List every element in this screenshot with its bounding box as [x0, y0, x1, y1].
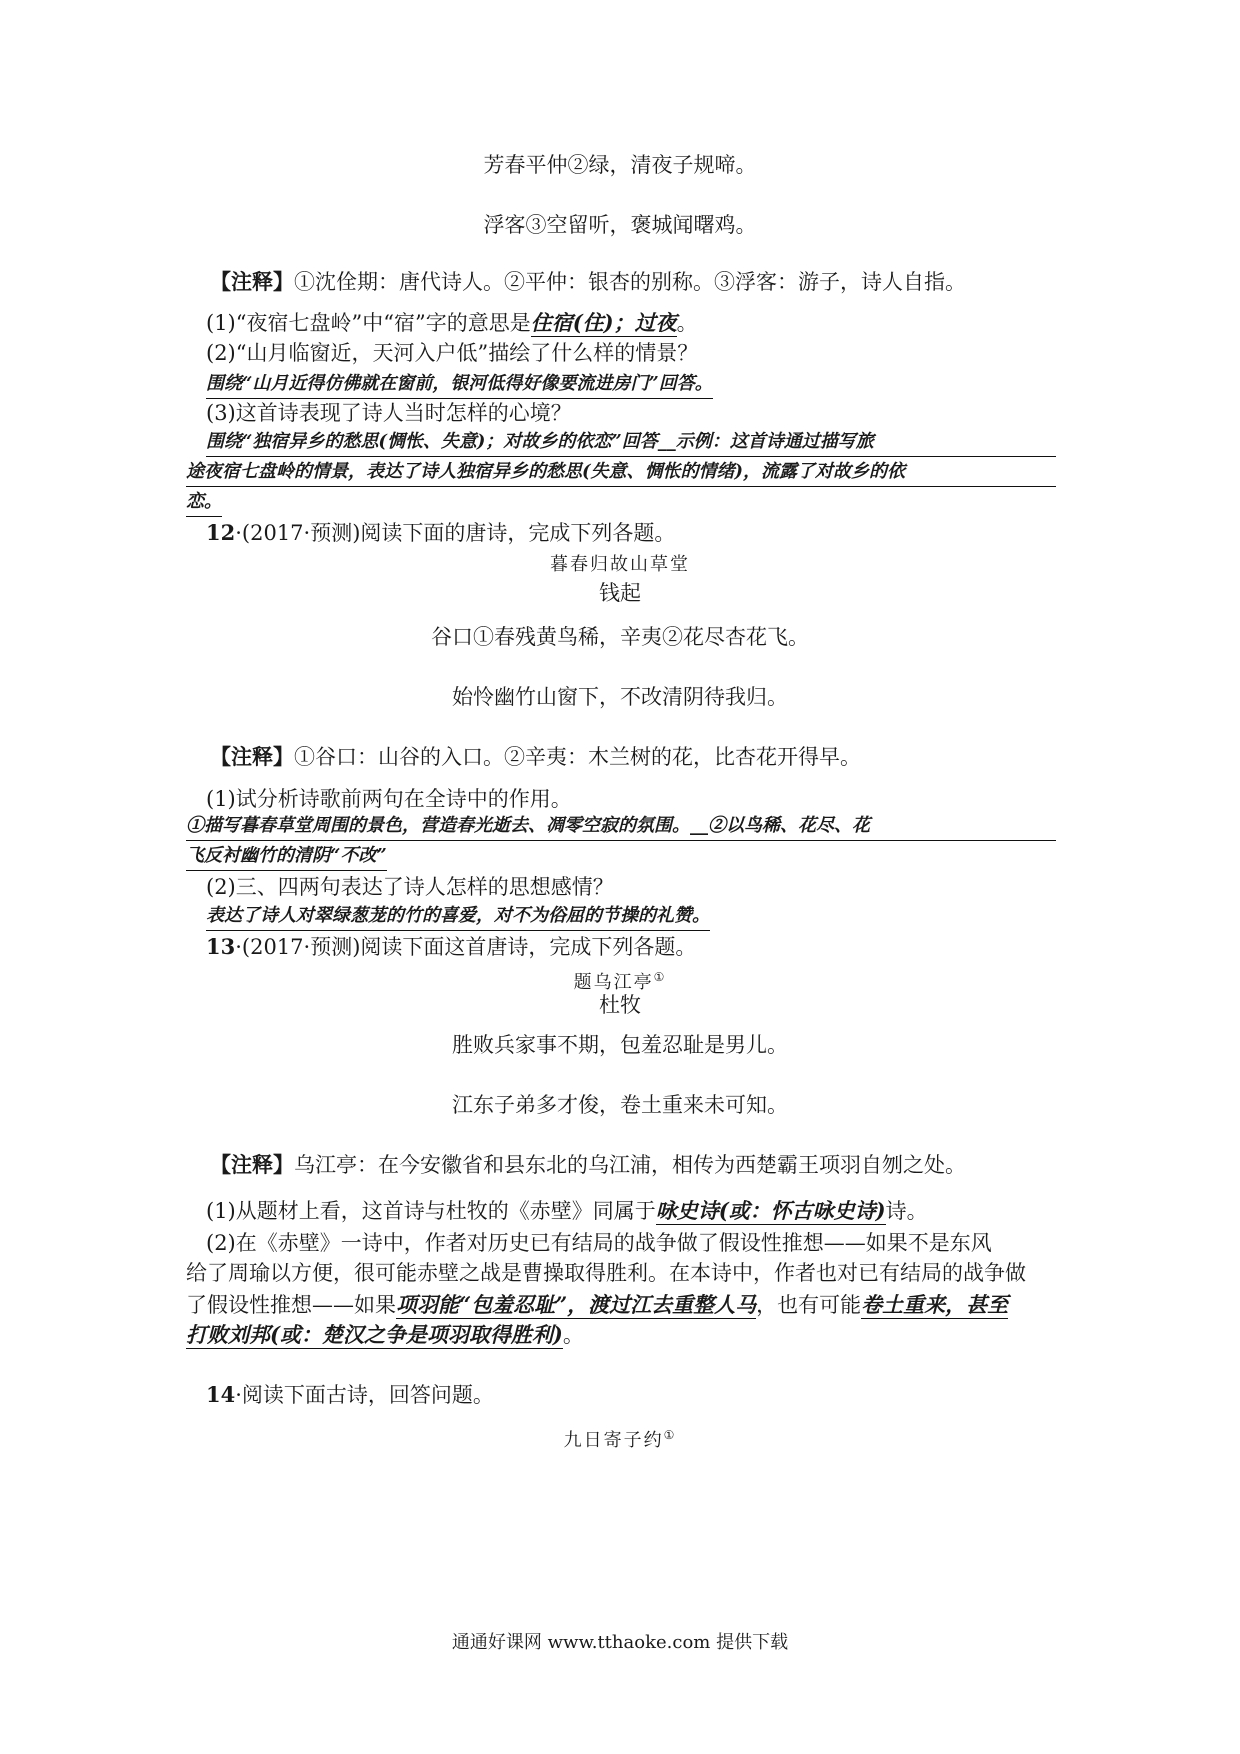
answer-text: 打败刘邦(或：楚汉之争是项羽取得胜利) — [186, 1322, 563, 1347]
question-number: 14 — [206, 1382, 236, 1407]
poem-line: 谷口①春残黄鸟稀，辛夷②花尽杏花飞。 — [431, 625, 809, 649]
paragraph-text: 了假设性推想——如果 — [186, 1293, 396, 1317]
question-number: 12 — [206, 520, 236, 545]
punctuation: 诗。 — [885, 1199, 928, 1223]
answer-text: 住宿(住)；过夜 — [530, 310, 677, 335]
page-footer: 通通好课网 www.tthaoke.com 提供下载 — [451, 1632, 789, 1653]
answer-line: 围绕“独宿异乡的愁思(惆怅、失意)；对故乡的依恋”回答__示例：这首诗通过描写旅 — [206, 428, 1056, 457]
paragraph-line: (2)在《赤壁》一诗中，作者对历史已有结局的战争做了假设性推想——如果不是东风 — [206, 1231, 992, 1255]
poem-line: 始怜幽竹山窗下，不改清阴待我归。 — [452, 685, 788, 709]
note-text: 乌江亭：在今安徽省和县东北的乌江浦，相传为西楚霸王项羽自刎之处。 — [294, 1153, 966, 1177]
poem-author: 杜牧 — [599, 993, 641, 1017]
sub-question — [206, 308, 698, 338]
sub-question: (2)三、四两句表达了诗人怎样的思想感情？ — [206, 875, 614, 899]
footnote-marker: ① — [653, 970, 667, 984]
paragraph-line — [186, 1320, 584, 1350]
note — [210, 1150, 966, 1180]
answer-text: 项羽能“包羞忍耻”，渡过江去重整人马 — [396, 1292, 757, 1317]
punctuation: 。 — [676, 311, 698, 335]
answer-line: 飞反衬幽竹的清阴“不改” — [186, 842, 387, 871]
note-text: ①谷口：山谷的入口。②辛夷：木兰树的花，比杏花开得早。 — [294, 745, 861, 769]
question-text: (1)“夜宿七盘岭”中“宿”字的意思是 — [206, 311, 531, 335]
answer-line: 围绕“山月近得仿佛就在窗前，银河低得好像要流进房门”回答。 — [206, 370, 713, 399]
answer-line: 途夜宿七盘岭的情景，表达了诗人独宿异乡的愁思(失意、惆怅的情绪)，流露了对故乡的依 — [186, 458, 1056, 487]
note-label: 【注释】 — [210, 744, 294, 769]
question-number: 13 — [206, 934, 236, 959]
punctuation: 。 — [562, 1323, 584, 1347]
answer-text: 咏史诗(或：怀古咏史诗) — [655, 1198, 886, 1223]
paragraph-line: 给了周瑜以方便，很可能赤壁之战是曹操取得胜利。在本诗中，作者也对已有结局的战争做 — [186, 1261, 1026, 1285]
question-prompt: ·(2017·预测)阅读下面这首唐诗，完成下列各题。 — [235, 935, 697, 959]
question-header — [206, 1380, 494, 1410]
note-label: 【注释】 — [210, 269, 294, 294]
poem-author: 钱起 — [599, 581, 641, 605]
answer-line: ①描写暮春草堂周围的景色，营造春光逝去、凋零空寂的氛围。__②以鸟稀、花尽、花 — [186, 812, 1056, 841]
sub-question: (1)试分析诗歌前两句在全诗中的作用。 — [206, 787, 572, 811]
note-text: ①沈佺期：唐代诗人。②平仲：银杏的别称。③浮客：游子，诗人自指。 — [294, 270, 966, 294]
answer-line: 表达了诗人对翠绿葱茏的竹的喜爱，对不为俗屈的节操的礼赞。 — [206, 902, 710, 931]
sub-question — [206, 1196, 928, 1226]
question-header — [206, 518, 675, 548]
poem-title-text: 题乌江亭 — [573, 972, 654, 993]
poem-title — [0, 1420, 1240, 1456]
sub-question: (3)这首诗表现了诗人当时怎样的心境？ — [206, 401, 572, 425]
note-label: 【注释】 — [210, 1152, 294, 1177]
note — [210, 742, 861, 772]
question-prompt: ·阅读下面古诗，回答问题。 — [235, 1383, 494, 1407]
note — [210, 267, 966, 297]
answer-line: 恋。 — [186, 488, 222, 517]
paragraph-text: ，也有可能 — [756, 1293, 862, 1317]
sub-question: (2)“山月临窗近，天河入户低”描绘了什么样的情景？ — [206, 341, 699, 365]
footnote-marker: ① — [663, 1428, 677, 1442]
question-prompt: ·(2017·预测)阅读下面的唐诗，完成下列各题。 — [235, 521, 676, 545]
poem-line: 江东子弟多才俊，卷土重来未可知。 — [452, 1093, 788, 1117]
question-text: (1)从题材上看，这首诗与杜牧的《赤壁》同属于 — [206, 1199, 656, 1223]
answer-text: 卷土重来，甚至 — [861, 1292, 1009, 1317]
poem-line: 芳春平仲②绿，清夜子规啼。 — [483, 153, 757, 177]
poem-title-text: 九日寄子约 — [563, 1430, 664, 1451]
paragraph-line — [186, 1290, 1008, 1320]
question-header — [206, 932, 696, 962]
poem-line: 浮客③空留听，褒城闻曙鸡。 — [483, 213, 757, 237]
poem-title: 暮春归故山草堂 — [550, 554, 690, 575]
poem-line: 胜败兵家事不期，包羞忍耻是男儿。 — [452, 1033, 788, 1057]
